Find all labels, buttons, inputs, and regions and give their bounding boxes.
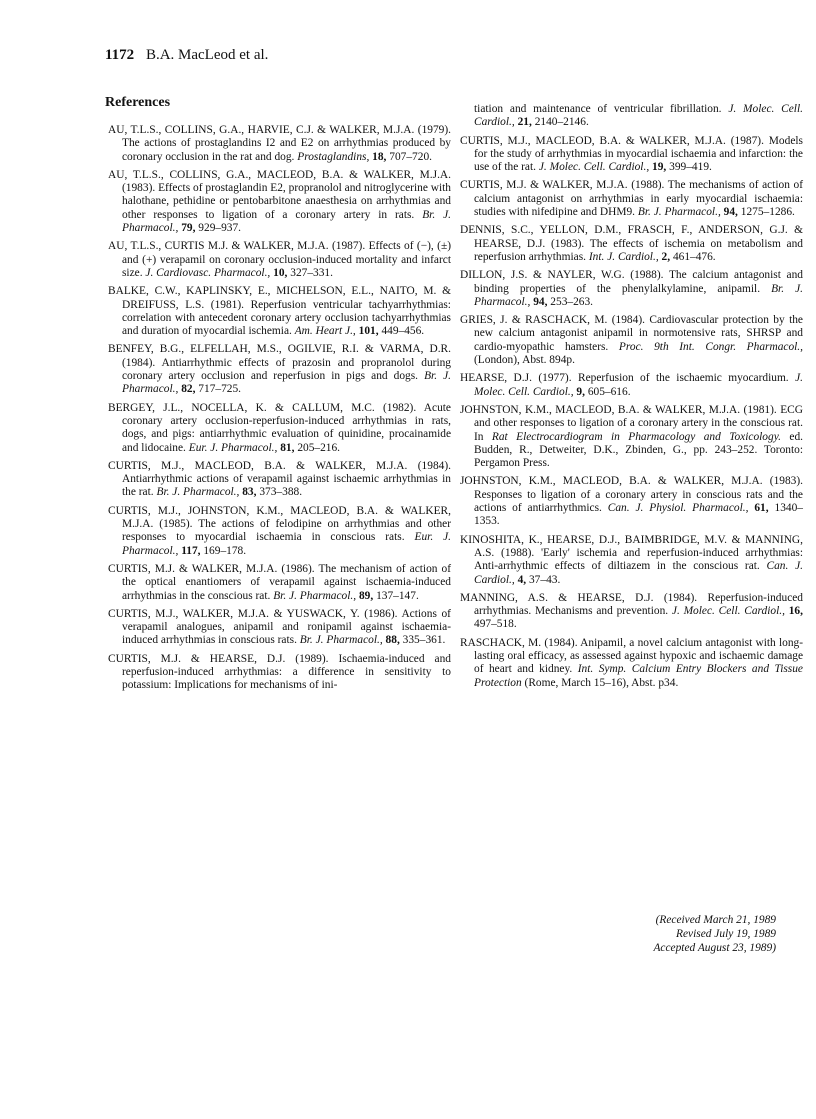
reference-authors: CURTIS, M.J., WALKER, M.J.A. & YUSWACK, Y. (108, 607, 360, 620)
reference-entry (108, 402, 451, 455)
reference-entry (460, 135, 803, 175)
reference-journal: Br. J. Pharmacol., (122, 208, 451, 235)
reference-authors: CURTIS, M.J. & WALKER, M.J.A. (108, 562, 278, 575)
page-number: 1172 (105, 47, 135, 63)
reference-entry (108, 343, 451, 396)
reference-text: (1979). The actions of prostaglandins I2 and E2 on arrhythmias produced by coronary occlusion in the rat and dog. (122, 124, 451, 163)
received-date: (Received March 21, 1989 (655, 914, 776, 926)
reference-entry (108, 124, 451, 164)
reference-volume: 81, (280, 441, 295, 454)
received-dates (460, 914, 776, 955)
reference-authors: DILLON, J.S. & NAYLER, W.G. (460, 269, 625, 282)
reference-text: (1984). Cardiovascular protection by the new calcium antagonist anipamil in normotensive rats, SHRSP and cardio-myopathic hamsters. (474, 314, 803, 353)
reference-entry (108, 460, 451, 500)
reference-authors: BENFEY, B.G., ELFELLAH, M.S., OGILVIE, R.I. & VARMA, D.R. (108, 343, 451, 356)
reference-authors: JOHNSTON, K.M., MACLEOD, B.A. & WALKER, M.J.A. (460, 403, 741, 416)
reference-journal: Prostaglandins, (297, 150, 370, 163)
reference-entry (460, 475, 803, 528)
reference-journal: Rat Electrocardiogram in Pharmacology and Toxicology. (491, 430, 781, 443)
reference-text: (1981). ECG and other responses to ligation of a coronary artery in the conscious rat. In (474, 403, 803, 443)
reference-volume: 79, (181, 222, 196, 235)
reference-entry (460, 314, 803, 367)
reference-pages: 399–419. (669, 161, 712, 174)
reference-journal: Proc. 9th Int. Congr. Pharmacol., (618, 340, 804, 353)
reference-journal: J. Cardiovasc. Pharmacol., (145, 266, 271, 279)
references-list-right (460, 135, 803, 690)
reference-journal: Br. J. Pharmacol., (637, 206, 721, 219)
reference-text: (1989). Ischaemia-induced and reperfusion-induced arrhythmias: a difference in sensitivity to potassium: Implications for mechanisms of ini- (122, 652, 451, 692)
reference-volume: 21, (517, 116, 532, 129)
references-column-left (108, 124, 451, 698)
reference-entry (108, 240, 451, 280)
reference-pages: 929–937. (198, 222, 242, 235)
reference-text: (1988). 'Early' ischemia and reperfusion-induced arrhythmias: Anti-arrhythmic effects of diltiazem in the conscious rat. (474, 546, 803, 573)
reference-pages: 1340–1353. (474, 502, 803, 528)
reference-pages: 373–388. (259, 486, 303, 499)
reference-volume: 4, (517, 573, 527, 586)
reference-text: (1987). Models for the study of arrhythmias in myocardial ischaemia and infarction: the use of the rat. (474, 134, 803, 174)
reference-pages: 205–216. (297, 441, 341, 454)
reference-pages: 253–263. (550, 295, 594, 308)
reference-pages: 717–725. (198, 383, 242, 396)
reference-journal: J. Molec. Cell. Cardiol., (474, 372, 803, 398)
reference-journal: Int. Symp. Calcium Entry Blockers and Tissue Protection (474, 663, 803, 689)
reference-journal: Br. J. Pharmacol., (299, 634, 383, 647)
reference-journal: Am. Heart J., (294, 325, 356, 338)
reference-entry (460, 592, 803, 632)
reference-text: (1981). Reperfusion ventricular tachyarrhythmias: correlation with antecedent coronary artery occlusion tachyarrhythmias and duration of myocardial ischemia. (122, 298, 451, 338)
reference-authors: CURTIS, M.J. & WALKER, M.J.A. (460, 179, 628, 192)
reference-pages: 335–361. (402, 634, 446, 647)
reference-entry (460, 269, 803, 309)
reference-pages: ed. Budden, R., Detweiter, D.K., Zbinden, G., pp. 243–252. Toronto: Pergamon Press. (474, 430, 803, 470)
reference-text: (1983). The effects of ischemia on metabolism and reperfusion arrhythmias. (474, 237, 803, 263)
reference-pages: 169–178. (203, 544, 247, 557)
reference-entry (460, 224, 803, 264)
reference-authors: JOHNSTON, K.M., MACLEOD, B.A. & WALKER, M.J.A. (460, 475, 763, 488)
reference-volume: 94, (723, 206, 738, 219)
reference-authors: DENNIS, S.C., YELLON, D.M., FRASCH, F., ANDERSON, G.J. & HEARSE, D.J. (460, 224, 803, 250)
reference-authors: HEARSE, D.J. (460, 372, 532, 385)
reference-authors: KINOSHITA, K., HEARSE, D.J., BAIMBRIDGE, M.V. & MANNING, A.S. (460, 533, 803, 559)
reference-entry (108, 563, 451, 603)
reference-authors: MANNING, A.S. & HEARSE, D.J. (460, 591, 654, 604)
reference-journal: Eur. J. Pharmacol., (188, 441, 278, 454)
reference-journal: Br. J. Pharmacol., (156, 486, 240, 499)
reference-volume: 89, (358, 589, 374, 602)
reference-text: (1987). Effects of (−), (±) and (+) verapamil on coronary occlusion-induced mortality and infarct size. (122, 240, 451, 279)
reference-text: (1984). Reperfusion-induced arrhythmias. Mechanisms and prevention. (474, 591, 804, 618)
reference-pages: 1275–1286. (740, 206, 795, 219)
reference-volume: 61, (754, 502, 769, 515)
reference-volume: 18, (372, 150, 387, 163)
reference-entry (460, 404, 803, 470)
revised-date: Revised July 19, 1989 (676, 927, 776, 940)
reference-entry (460, 372, 803, 399)
reference-text: (1988). The calcium antagonist and binding properties of the phenylalkylamine, anipamil. (474, 269, 803, 295)
reference-authors: BALKE, C.W., KAPLINSKY, E., MICHELSON, E.L., NAITO, M. & DREIFUSS, L.S. (108, 285, 451, 311)
reference-pages: (Rome, March 15–16), Abst. p34. (524, 676, 679, 689)
reference-journal: J. Molec. Cell. Cardiol., (671, 605, 785, 618)
reference-text: (1986). The mechanism of action of the optical enantiomers of verapamil against ischaemia-induced arrhythmias in the conscious rat. (122, 562, 451, 602)
reference-authors: CURTIS, M.J., JOHNSTON, K.M., MACLEOD, B.A. & WALKER, M.J.A. (108, 504, 451, 531)
reference-journal: J. Molec. Cell. Cardiol., (538, 161, 650, 174)
reference-text: (1985). The actions of felodipine on arrhythmias and other responses to myocardial ischaemia in conscious rats. (122, 518, 451, 544)
reference-authors: BERGEY, J.L., NOCELLA, K. & CALLUM, M.C. (108, 401, 375, 414)
reference-entry (108, 653, 451, 693)
reference-text: (1984). Antiarrhythmic actions of verapamil against ischaemic arrhythmias in the rat. (122, 459, 451, 499)
reference-authors: GRIES, J. & RASCHACK, M. (460, 314, 608, 327)
reference-text: (1984). Antiarrhythmic effects of prazosin and propranolol during coronary artery occlusion and reperfusion in pigs and dogs. (122, 356, 451, 383)
reference-text: (1983). Effects of prostaglandin E2, propranolol and nitroglycerine with halothane, pethidine or pentobarbitone anaesthesia on arrhythmias and other responses to ligation of a coronary artery in rats. (122, 182, 451, 221)
reference-text: (1983). Responses to ligation of a coronary artery in conscious rats and the actions of antiarrhythmics. (474, 475, 803, 515)
reference-volume: 82, (181, 383, 196, 396)
reference-entry (108, 169, 451, 235)
reference-journal: Eur. J. Pharmacol., (122, 531, 451, 557)
reference-volume: 19, (652, 161, 667, 174)
reference-journal: Br. J. Pharmacol., (273, 589, 357, 602)
reference-text: (1982). Acute coronary artery occlusion-reperfusion-induced arrhythmias in rats, dogs, and pigs: antiarrhythmic evaluation of quinidine, procainamide and lidocaine. (122, 401, 451, 454)
accepted-date: Accepted August 23, 1989) (653, 941, 776, 954)
reference-journal: Can. J. Cardiol., (474, 560, 803, 586)
reference-volume: 117, (181, 544, 201, 557)
reference-pages: 327–331. (290, 266, 333, 279)
reference-pages: 37–43. (528, 573, 561, 586)
reference-entry (108, 608, 451, 648)
reference-text: (1984). Anipamil, a novel calcium antagonist with long-lasting oral efficacy, as assessed against hypoxic and ischaemic damage of heart and kidney. (474, 636, 803, 676)
reference-pages: 605–616. (587, 385, 631, 398)
reference-volume: 94, (533, 295, 548, 308)
reference-pages: 461–476. (672, 250, 716, 263)
reference-authors: RASCHACK, M. (460, 636, 542, 649)
reference-volume: 16, (788, 605, 803, 618)
reference-entry (460, 179, 803, 219)
running-authors: B.A. MacLeod et al. (145, 47, 269, 63)
references-column-right (460, 103, 803, 695)
reference-authors: AU, T.L.S., COLLINS, G.A., MACLEOD, B.A. & WALKER, M.J.A. (108, 168, 451, 181)
references-heading: References (105, 95, 171, 110)
reference-volume: 101, (358, 325, 379, 338)
reference-volume: 10, (273, 266, 288, 279)
reference-journal: Br. J. Pharmacol., (474, 282, 803, 308)
reference-text: (1986). Actions of verapamil analogues, anipamil and ronipamil against ischaemia-induced arrhythmias in conscious rats. (122, 607, 451, 647)
reference-pages: (London), Abst. 894p. (474, 354, 575, 367)
reference-authors: CURTIS, M.J., MACLEOD, B.A. & WALKER, M.J.A. (460, 134, 726, 147)
reference-volume: 2, (661, 250, 671, 263)
reference-authors: CURTIS, M.J., MACLEOD, B.A. & WALKER, M.J.A. (108, 459, 408, 472)
reference-text: tiation and maintenance of ventricular fibrillation. (474, 103, 722, 115)
reference-continuation (460, 103, 803, 130)
reference-pages: 497–518. (474, 618, 517, 631)
reference-volume: 9, (576, 385, 585, 398)
reference-authors: AU, T.L.S., CURTIS M.J. & WALKER, M.J.A. (108, 240, 329, 253)
reference-volume: 88, (385, 634, 400, 647)
reference-entry (108, 285, 451, 338)
reference-entry (108, 505, 451, 558)
reference-text: (1988). The mechanisms of action of calcium antagonist on arrhythmias in early myocardial ischaemia: studies with nifedipine and DHM9. (474, 179, 803, 219)
reference-journal: Can. J. Physiol. Pharmacol., (607, 502, 749, 515)
reference-text: (1977). Reperfusion of the ischaemic myocardium. (538, 372, 789, 385)
running-header (105, 47, 268, 64)
reference-pages: 449–456. (381, 325, 425, 338)
reference-authors: CURTIS, M.J. & HEARSE, D.J. (108, 652, 286, 665)
reference-entry (460, 534, 803, 587)
reference-entry (460, 637, 803, 690)
reference-journal: J. Molec. Cell. Cardiol., (474, 103, 803, 129)
reference-pages: 137–147. (376, 589, 419, 602)
reference-journal: Int. J. Cardiol., (588, 250, 659, 263)
reference-authors: AU, T.L.S., COLLINS, G.A., HARVIE, C.J. & WALKER, M.J.A. (108, 124, 415, 136)
reference-pages: 707–720. (389, 150, 432, 163)
reference-pages: 2140–2146. (534, 116, 589, 129)
reference-volume: 83, (242, 486, 257, 499)
reference-journal: Br. J. Pharmacol., (122, 370, 451, 396)
